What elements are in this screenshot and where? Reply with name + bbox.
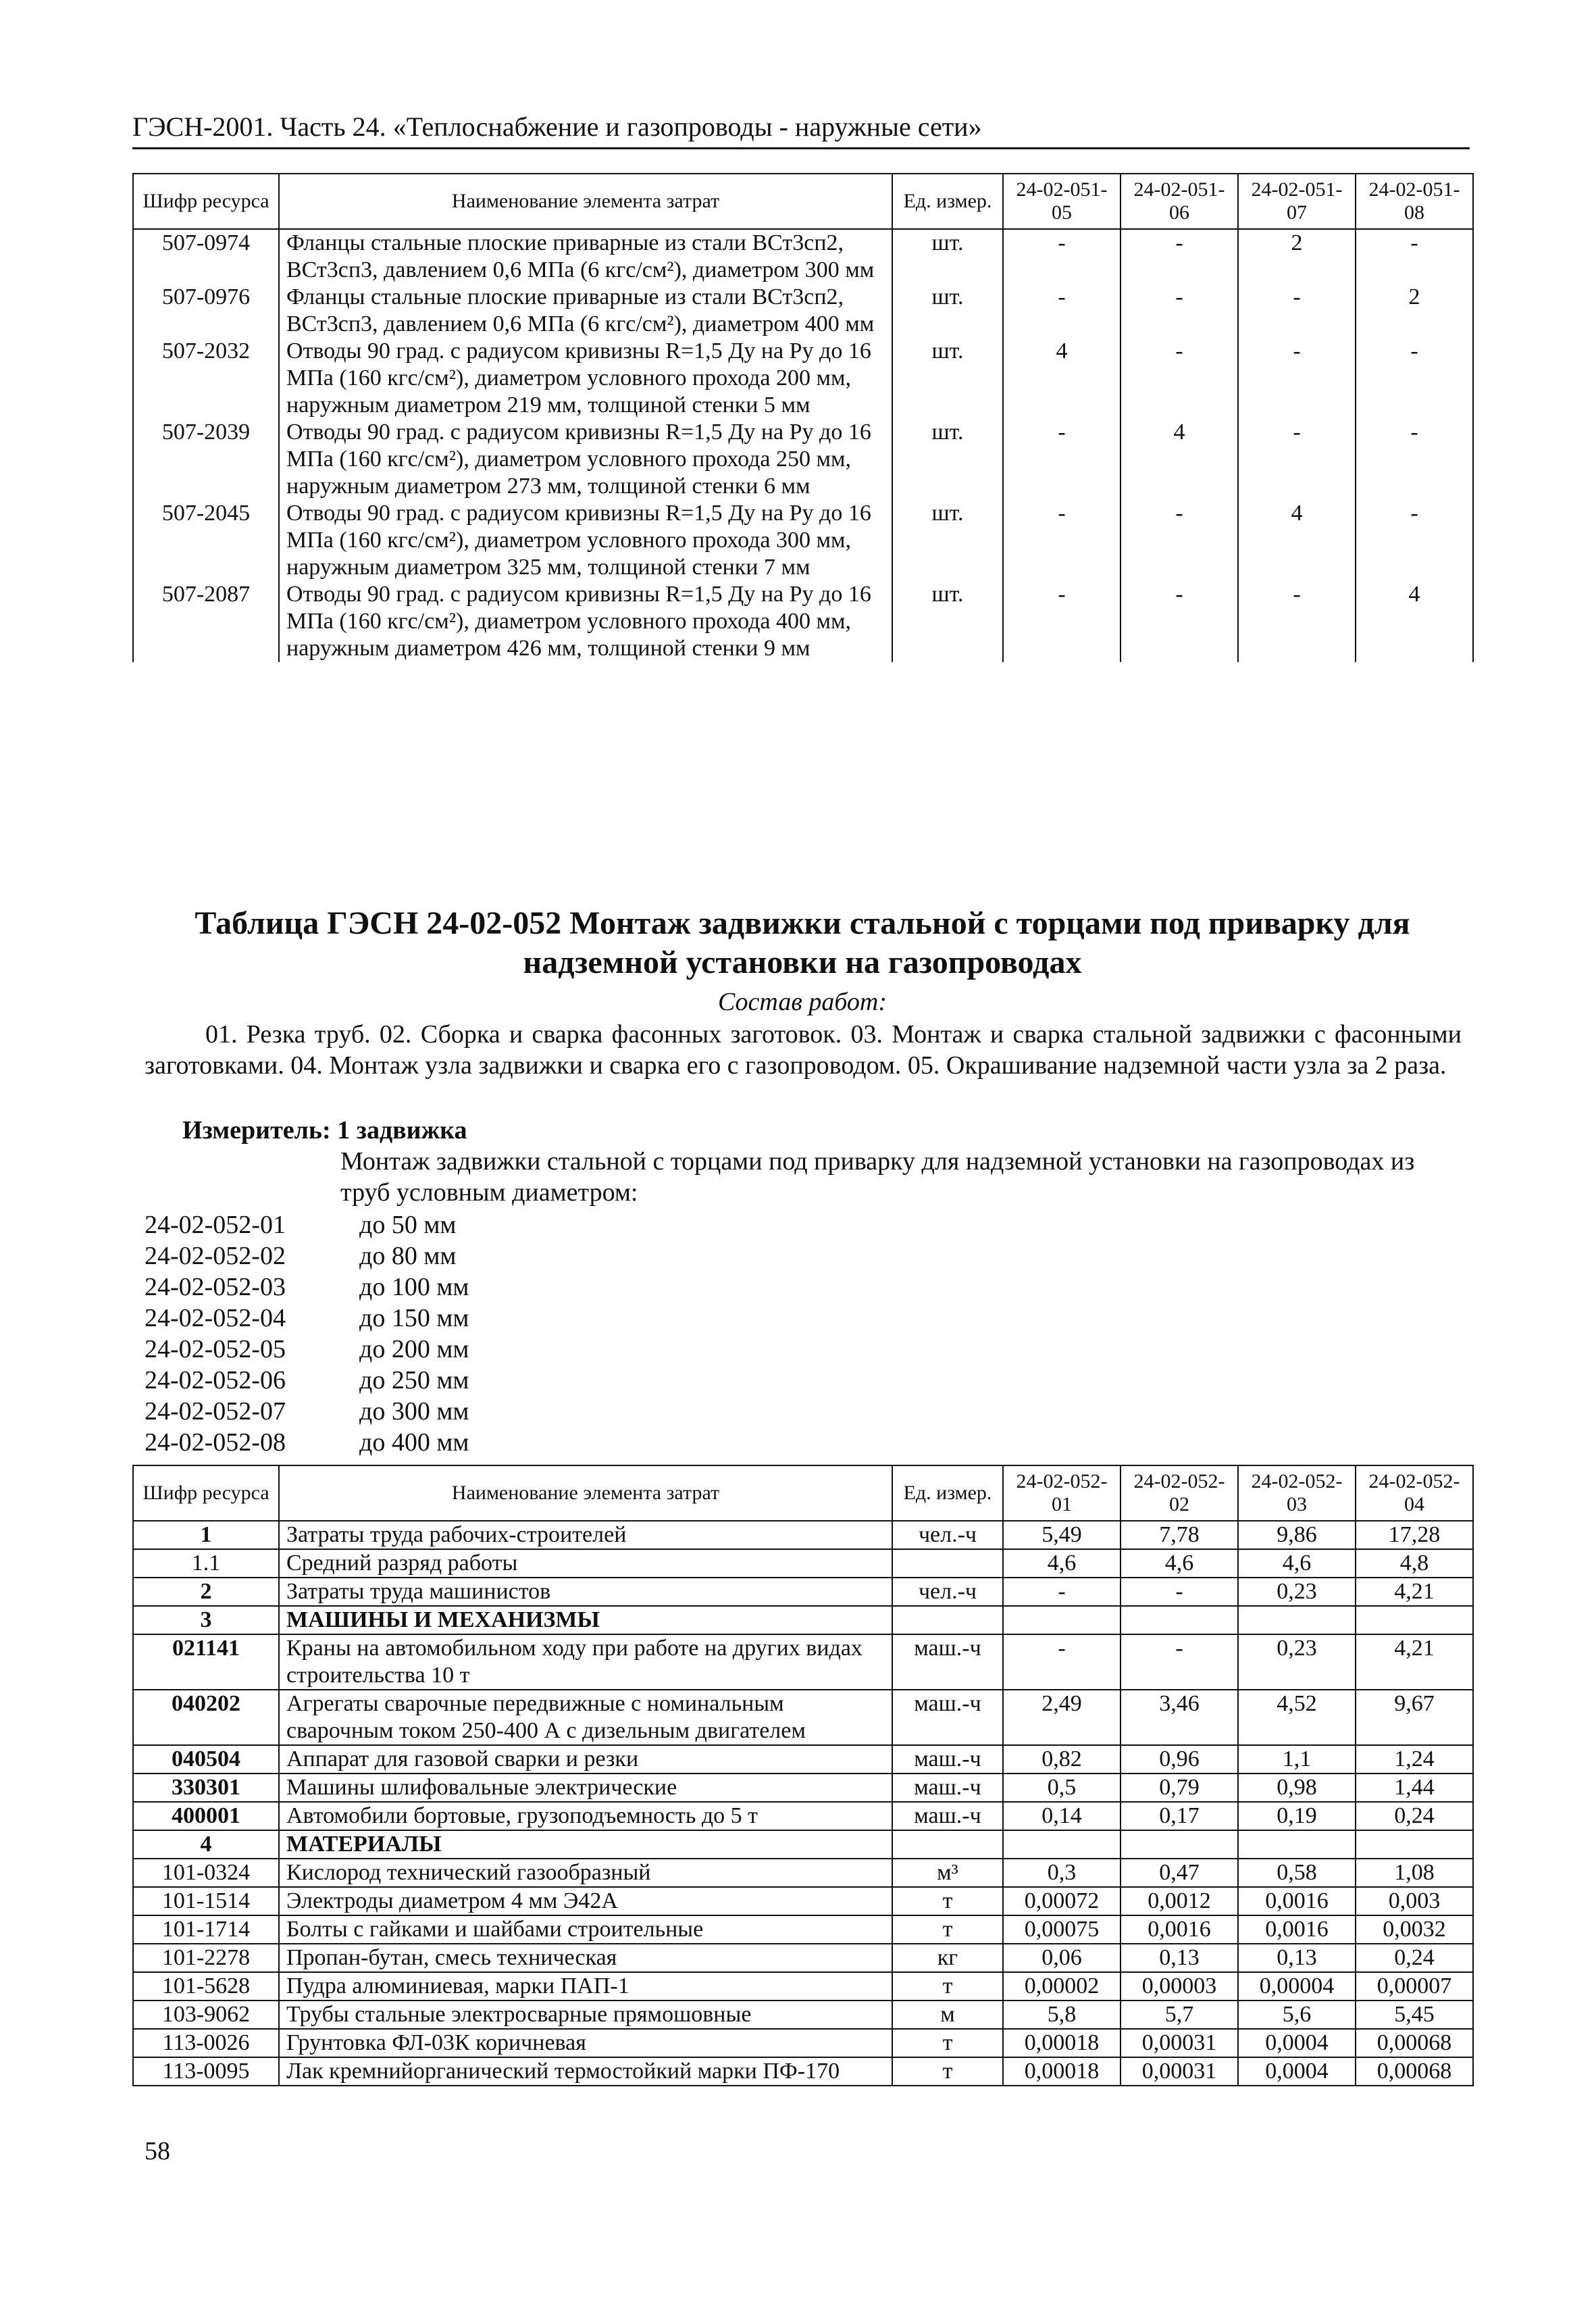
- resource-code-cell: 4: [133, 1830, 279, 1859]
- value-cell: 1,08: [1356, 1859, 1473, 1887]
- value-cell: 4,6: [1238, 1549, 1356, 1578]
- norm-code-diameter: до 100 мм: [359, 1273, 469, 1301]
- norm-code: 24-02-052-05: [145, 1335, 286, 1363]
- value-cell: 17,28: [1356, 1521, 1473, 1549]
- value-cell: 0,96: [1121, 1745, 1238, 1774]
- unit-cell: шт.: [892, 338, 1003, 419]
- resource-code-cell: 330301: [133, 1774, 279, 1802]
- value-cell: -: [1238, 284, 1356, 338]
- table-row: [133, 1802, 1473, 1830]
- table-row: [133, 284, 1473, 338]
- value-cell: 4,52: [1238, 1690, 1356, 1745]
- value-cell: 0,23: [1238, 1634, 1356, 1690]
- value-cell: 0,98: [1238, 1774, 1356, 1802]
- cost-element-name-cell: Отводы 90 град. с радиусом кривизны R=1,5 Ду на Ру до 16 МПа (160 кгс/см²), диаметром условного прохода 400 мм, наружным диаметром 426 мм, толщиной стенки 9 мм: [279, 581, 892, 662]
- value-cell: [1238, 1830, 1356, 1859]
- value-cell: 2,49: [1003, 1690, 1121, 1745]
- value-cell: [1238, 1606, 1356, 1634]
- norm-code-item: [145, 1365, 469, 1396]
- table-row: [133, 1634, 1473, 1690]
- cost-element-name-cell: Агрегаты сварочные передвижные с номинальным сварочным током 250-400 А с дизельным двигателем: [279, 1690, 892, 1745]
- unit-cell: м: [892, 2001, 1003, 2029]
- value-cell: 0,14: [1003, 1802, 1121, 1830]
- unit-cell: маш.-ч: [892, 1802, 1003, 1830]
- cost-element-name-cell: Грунтовка ФЛ-03К коричневая: [279, 2029, 892, 2057]
- value-cell: 0,19: [1238, 1802, 1356, 1830]
- norm-code-item: [145, 1334, 469, 1365]
- cost-element-name-cell: Краны на автомобильном ходу при работе на других видах строительства 10 т: [279, 1634, 892, 1690]
- value-cell: 0,00018: [1003, 2057, 1121, 2086]
- value-cell: 0,79: [1121, 1774, 1238, 1802]
- resource-code-cell: 1.1: [133, 1549, 279, 1578]
- cost-element-name-cell: Затраты труда машинистов: [279, 1578, 892, 1606]
- unit-cell: т: [892, 1972, 1003, 2001]
- value-cell: 4,21: [1356, 1578, 1473, 1606]
- table-row: [133, 1549, 1473, 1578]
- value-cell: 0,00003: [1121, 1972, 1238, 2001]
- table-row: [133, 1774, 1473, 1802]
- value-cell: -: [1121, 500, 1238, 581]
- value-cell: 0,0016: [1238, 1887, 1356, 1915]
- norm-code-item: [145, 1209, 469, 1240]
- norm-code-diameter: до 50 мм: [359, 1211, 457, 1239]
- cost-element-name-cell: Лак кремнийорганический термостойкий марки ПФ-170: [279, 2057, 892, 2086]
- value-cell: 5,7: [1121, 2001, 1238, 2029]
- value-cell: 0,0004: [1238, 2057, 1356, 2086]
- value-cell: 2: [1356, 284, 1473, 338]
- header-cell: 24-02-052-02: [1121, 1465, 1238, 1521]
- resource-code-cell: 3: [133, 1606, 279, 1634]
- value-cell: 0,00068: [1356, 2029, 1473, 2057]
- value-cell: 0,0016: [1121, 1915, 1238, 1944]
- value-cell: 0,06: [1003, 1944, 1121, 1972]
- value-cell: -: [1238, 338, 1356, 419]
- table-row: [133, 1606, 1473, 1634]
- resource-code-cell: 2: [133, 1578, 279, 1606]
- resource-code-cell: 101-0324: [133, 1859, 279, 1887]
- table-row: [133, 1887, 1473, 1915]
- unit-cell: шт.: [892, 284, 1003, 338]
- value-cell: 0,00031: [1121, 2057, 1238, 2086]
- measure-unit: Измеритель: 1 задвижка: [182, 1116, 467, 1145]
- norm-code-diameter: до 200 мм: [359, 1335, 469, 1363]
- cost-element-name-cell: Электроды диаметром 4 мм Э42А: [279, 1887, 892, 1915]
- cost-element-name-cell: Отводы 90 град. с радиусом кривизны R=1,5 Ду на Ру до 16 МПа (160 кгс/см²), диаметром условного прохода 300 мм, наружным диаметром 325 мм, толщиной стенки 7 мм: [279, 500, 892, 581]
- value-cell: 2: [1238, 229, 1356, 284]
- cost-element-name-cell: Машины шлифовальные электрические: [279, 1774, 892, 1802]
- value-cell: -: [1121, 284, 1238, 338]
- value-cell: 5,6: [1238, 2001, 1356, 2029]
- value-cell: 1,24: [1356, 1745, 1473, 1774]
- value-cell: 4,6: [1003, 1549, 1121, 1578]
- value-cell: -: [1121, 1634, 1238, 1690]
- norm-code-diameter: до 250 мм: [359, 1366, 469, 1394]
- header-cell: Наименование элемента затрат: [279, 174, 892, 229]
- value-cell: 0,17: [1121, 1802, 1238, 1830]
- section-title: Таблица ГЭСН 24-02-052 Монтаж задвижки стальной с торцами под приварку для надземной установки на газопроводах: [195, 905, 1410, 980]
- unit-cell: т: [892, 2057, 1003, 2086]
- value-cell: -: [1356, 419, 1473, 500]
- norm-code: 24-02-052-03: [145, 1273, 286, 1301]
- table-row: [133, 1830, 1473, 1859]
- norm-code-diameter: до 80 мм: [359, 1242, 457, 1270]
- cost-element-name-cell: Автомобили бортовые, грузоподъемность до 5 т: [279, 1802, 892, 1830]
- resource-code-cell: 021141: [133, 1634, 279, 1690]
- unit-cell: чел.-ч: [892, 1521, 1003, 1549]
- cost-element-name-cell: Пудра алюминиевая, марки ПАП-1: [279, 1972, 892, 2001]
- cost-element-name-cell: Средний разряд работы: [279, 1549, 892, 1578]
- value-cell: 0,00018: [1003, 2029, 1121, 2057]
- value-cell: 0,00068: [1356, 2057, 1473, 2086]
- value-cell: 0,003: [1356, 1887, 1473, 1915]
- cost-element-name-cell: Отводы 90 град. с радиусом кривизны R=1,5 Ду на Ру до 16 МПа (160 кгс/см²), диаметром условного прохода 200 мм, наружным диаметром 219 мм, толщиной стенки 5 мм: [279, 338, 892, 419]
- resource-code-cell: 113-0095: [133, 2057, 279, 2086]
- resource-code-cell: 507-2087: [133, 581, 279, 662]
- norm-code-list: [145, 1209, 469, 1458]
- value-cell: 0,3: [1003, 1859, 1121, 1887]
- resource-code-cell: 040504: [133, 1745, 279, 1774]
- resource-code-cell: 113-0026: [133, 2029, 279, 2057]
- unit-cell: [892, 1549, 1003, 1578]
- table-row: [133, 419, 1473, 500]
- table-row: [133, 2001, 1473, 2029]
- value-cell: 7,78: [1121, 1521, 1238, 1549]
- table-row: [133, 1578, 1473, 1606]
- value-cell: 4,8: [1356, 1549, 1473, 1578]
- unit-cell: [892, 1830, 1003, 1859]
- header-cell: Шифр ресурса: [133, 1465, 279, 1521]
- value-cell: 9,86: [1238, 1521, 1356, 1549]
- value-cell: -: [1356, 229, 1473, 284]
- header-cell: 24-02-052-03: [1238, 1465, 1356, 1521]
- table-row: [133, 2057, 1473, 2086]
- header-cell: 24-02-052-04: [1356, 1465, 1473, 1521]
- table-row: [133, 1915, 1473, 1944]
- unit-cell: т: [892, 1915, 1003, 1944]
- norm-code-item: [145, 1303, 469, 1334]
- value-cell: -: [1003, 419, 1121, 500]
- table-row: [133, 1521, 1473, 1549]
- value-cell: 0,47: [1121, 1859, 1238, 1887]
- value-cell: 0,0032: [1356, 1915, 1473, 1944]
- value-cell: 9,67: [1356, 1690, 1473, 1745]
- value-cell: 5,49: [1003, 1521, 1121, 1549]
- cost-element-name-cell: МАШИНЫ И МЕХАНИЗМЫ: [279, 1606, 892, 1634]
- value-cell: 0,24: [1356, 1802, 1473, 1830]
- value-cell: 0,82: [1003, 1745, 1121, 1774]
- value-cell: 4: [1238, 500, 1356, 581]
- value-cell: 0,24: [1356, 1944, 1473, 1972]
- value-cell: 0,58: [1238, 1859, 1356, 1887]
- cost-element-name-cell: Затраты труда рабочих-строителей: [279, 1521, 892, 1549]
- header-cell: 24-02-051-08: [1356, 174, 1473, 229]
- value-cell: -: [1003, 581, 1121, 662]
- norm-code-diameter: до 300 мм: [359, 1397, 469, 1426]
- table-row: [133, 1859, 1473, 1887]
- resources-table-052: [132, 1465, 1474, 2086]
- table-row: [133, 500, 1473, 581]
- resource-code-cell: 507-2032: [133, 338, 279, 419]
- table-row: [133, 1944, 1473, 1972]
- value-cell: 0,00031: [1121, 2029, 1238, 2057]
- value-cell: 0,5: [1003, 1774, 1121, 1802]
- norm-code-diameter: до 400 мм: [359, 1428, 469, 1457]
- resource-code-cell: 101-5628: [133, 1972, 279, 2001]
- unit-cell: м³: [892, 1859, 1003, 1887]
- value-cell: 1,1: [1238, 1745, 1356, 1774]
- cost-element-name-cell: Кислород технический газообразный: [279, 1859, 892, 1887]
- value-cell: -: [1238, 581, 1356, 662]
- value-cell: 0,0012: [1121, 1887, 1238, 1915]
- value-cell: 0,13: [1121, 1944, 1238, 1972]
- unit-cell: маш.-ч: [892, 1690, 1003, 1745]
- norm-code-item: [145, 1427, 469, 1458]
- unit-cell: маш.-ч: [892, 1634, 1003, 1690]
- value-cell: 0,0016: [1238, 1915, 1356, 1944]
- table-row: [133, 229, 1473, 284]
- header-cell: Ед. измер.: [892, 1465, 1003, 1521]
- value-cell: -: [1003, 284, 1121, 338]
- value-cell: -: [1003, 229, 1121, 284]
- value-cell: 4,6: [1121, 1549, 1238, 1578]
- table-row: [133, 1972, 1473, 2001]
- unit-cell: чел.-ч: [892, 1578, 1003, 1606]
- value-cell: -: [1356, 500, 1473, 581]
- work-composition-text: 01. Резка труб. 02. Сборка и сварка фасонных заготовок. 03. Монтаж и сварка стальной задвижки с фасонными заготовками. 04. Монтаж узла задвижки и сварка его с газопроводом. 05. Окрашивание надземной части узла за 2 раза.: [145, 1020, 1462, 1080]
- value-cell: 0,00075: [1003, 1915, 1121, 1944]
- value-cell: -: [1003, 1634, 1121, 1690]
- value-cell: 0,13: [1238, 1944, 1356, 1972]
- norm-code: 24-02-052-02: [145, 1242, 286, 1270]
- value-cell: -: [1121, 1578, 1238, 1606]
- unit-cell: т: [892, 2029, 1003, 2057]
- value-cell: 4: [1121, 419, 1238, 500]
- resource-code-cell: 507-2039: [133, 419, 279, 500]
- table-row: [133, 1690, 1473, 1745]
- value-cell: 3,46: [1121, 1690, 1238, 1745]
- resource-code-cell: 507-2045: [133, 500, 279, 581]
- cost-element-name-cell: Болты с гайками и шайбами строительные: [279, 1915, 892, 1944]
- resources-table-051: [132, 173, 1474, 662]
- cost-element-name-cell: Аппарат для газовой сварки и резки: [279, 1745, 892, 1774]
- norm-code-item: [145, 1272, 469, 1303]
- value-cell: -: [1121, 338, 1238, 419]
- resource-code-cell: 101-2278: [133, 1944, 279, 1972]
- value-cell: 5,45: [1356, 2001, 1473, 2029]
- cost-element-name-cell: Пропан-бутан, смесь техническая: [279, 1944, 892, 1972]
- unit-cell: шт.: [892, 419, 1003, 500]
- resource-code-cell: 103-9062: [133, 2001, 279, 2029]
- header-cell: Шифр ресурса: [133, 174, 279, 229]
- value-cell: 0,00007: [1356, 1972, 1473, 2001]
- unit-cell: шт.: [892, 500, 1003, 581]
- resource-code-cell: 101-1714: [133, 1915, 279, 1944]
- value-cell: 0,0004: [1238, 2029, 1356, 2057]
- value-cell: [1356, 1606, 1473, 1634]
- table-row: [133, 2029, 1473, 2057]
- norm-code-item: [145, 1396, 469, 1427]
- value-cell: [1121, 1830, 1238, 1859]
- norm-code: 24-02-052-06: [145, 1366, 286, 1394]
- value-cell: 0,00072: [1003, 1887, 1121, 1915]
- norm-code-item: [145, 1240, 469, 1272]
- norm-code: 24-02-052-04: [145, 1304, 286, 1332]
- table-row: [133, 581, 1473, 662]
- value-cell: 0,23: [1238, 1578, 1356, 1606]
- unit-cell: т: [892, 1887, 1003, 1915]
- resource-code-cell: 040202: [133, 1690, 279, 1745]
- page-number: 58: [145, 2137, 170, 2165]
- norm-code: 24-02-052-08: [145, 1428, 286, 1457]
- cost-element-name-cell: Фланцы стальные плоские приварные из стали ВСт3сп2, ВСт3сп3, давлением 0,6 МПа (6 кгс/см²), диаметром 400 мм: [279, 284, 892, 338]
- running-header: ГЭСН-2001. Часть 24. «Теплоснабжение и газопроводы - наружные сети»: [132, 111, 1470, 149]
- work-composition-label: Состав работ:: [717, 988, 887, 1016]
- value-cell: 5,8: [1003, 2001, 1121, 2029]
- value-cell: 4: [1356, 581, 1473, 662]
- norm-code: 24-02-052-07: [145, 1397, 286, 1426]
- header-cell: 24-02-052-01: [1003, 1465, 1121, 1521]
- table-header-row: [133, 1465, 1473, 1521]
- value-cell: -: [1003, 1578, 1121, 1606]
- unit-cell: маш.-ч: [892, 1774, 1003, 1802]
- value-cell: [1356, 1830, 1473, 1859]
- table-row: [133, 338, 1473, 419]
- header-cell: 24-02-051-05: [1003, 174, 1121, 229]
- unit-cell: маш.-ч: [892, 1745, 1003, 1774]
- resource-code-cell: 507-0976: [133, 284, 279, 338]
- resource-code-cell: 101-1514: [133, 1887, 279, 1915]
- value-cell: [1003, 1606, 1121, 1634]
- value-cell: [1003, 1830, 1121, 1859]
- cost-element-name-cell: МАТЕРИАЛЫ: [279, 1830, 892, 1859]
- resource-code-cell: 400001: [133, 1802, 279, 1830]
- value-cell: [1121, 1606, 1238, 1634]
- value-cell: -: [1121, 581, 1238, 662]
- value-cell: -: [1356, 338, 1473, 419]
- value-cell: 0,00002: [1003, 1972, 1121, 2001]
- header-cell: Наименование элемента затрат: [279, 1465, 892, 1521]
- table-row: [133, 1745, 1473, 1774]
- unit-cell: шт.: [892, 229, 1003, 284]
- cost-element-name-cell: Фланцы стальные плоские приварные из стали ВСт3сп2, ВСт3сп3, давлением 0,6 МПа (6 кгс/см²), диаметром 300 мм: [279, 229, 892, 284]
- value-cell: -: [1003, 500, 1121, 581]
- header-cell: 24-02-051-06: [1121, 174, 1238, 229]
- table-header-row: [133, 174, 1473, 229]
- header-cell: Ед. измер.: [892, 174, 1003, 229]
- cost-element-name-cell: Трубы стальные электросварные прямошовные: [279, 2001, 892, 2029]
- header-cell: 24-02-051-07: [1238, 174, 1356, 229]
- norm-code-diameter: до 150 мм: [359, 1304, 469, 1332]
- value-cell: 4: [1003, 338, 1121, 419]
- value-cell: 1,44: [1356, 1774, 1473, 1802]
- norm-code: 24-02-052-01: [145, 1211, 286, 1239]
- value-cell: 4,21: [1356, 1634, 1473, 1690]
- value-cell: -: [1238, 419, 1356, 500]
- codes-intro: Монтаж задвижки стальной с торцами под приварку для надземной установки на газопроводах из труб условным диаметром:: [340, 1147, 1415, 1207]
- unit-cell: шт.: [892, 581, 1003, 662]
- value-cell: 0,00004: [1238, 1972, 1356, 2001]
- cost-element-name-cell: Отводы 90 град. с радиусом кривизны R=1,5 Ду на Ру до 16 МПа (160 кгс/см²), диаметром условного прохода 250 мм, наружным диаметром 273 мм, толщиной стенки 6 мм: [279, 419, 892, 500]
- resource-code-cell: 1: [133, 1521, 279, 1549]
- unit-cell: [892, 1606, 1003, 1634]
- resource-code-cell: 507-0974: [133, 229, 279, 284]
- unit-cell: кг: [892, 1944, 1003, 1972]
- value-cell: -: [1121, 229, 1238, 284]
